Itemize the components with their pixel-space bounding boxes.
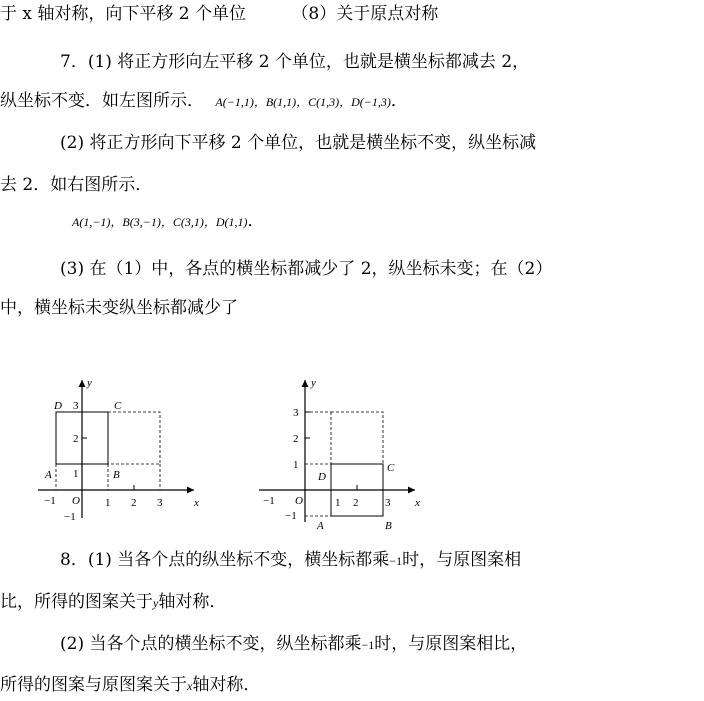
line-1-text: 于 x 轴对称，向下平移 2 个单位 (0, 4, 247, 24)
origin-label: O (295, 495, 303, 507)
problem-7-part-2: (2) 将正方形向下平移 2 个单位，也就是横坐标不变，纵坐标减 (60, 133, 537, 153)
axis-x-label: x (194, 497, 199, 509)
tick-y-neg1: −1 (285, 510, 297, 522)
line-11-text-b: 时，与原图案相比， (374, 634, 528, 654)
point-b-label: B (385, 520, 392, 532)
problem-7-part-1: 7．(1) 将正方形向左平移 2 个单位，也就是横坐标都减去 2， (60, 52, 530, 72)
tick-x-3: 3 (157, 497, 163, 509)
original-square (331, 412, 383, 464)
text-line-12 (0, 674, 260, 697)
tick-x-2: 2 (353, 497, 359, 509)
point-d-label: D (318, 471, 326, 483)
tick-x-2: 2 (131, 497, 137, 509)
tick-y-1: 1 (293, 459, 299, 471)
line-12-text-b: 轴对称． (192, 675, 261, 695)
line-10-var: y (153, 596, 159, 610)
line-3-text: 纵坐标不变．如左图所示． (0, 91, 204, 111)
point-d-label: D (54, 400, 62, 412)
line-11-num: −1 (361, 638, 375, 652)
axis-x-label: x (415, 497, 420, 509)
tick-y-3: 3 (73, 400, 79, 412)
line-12-var: x (187, 679, 193, 693)
graph-right (255, 372, 445, 532)
point-c-label: C (114, 400, 122, 412)
line-9-text-b: 时，与原图案相 (402, 550, 522, 570)
line-11-text-a: (2) 当各个点的横坐标不变，纵坐标都乘 (60, 634, 362, 654)
tick-x-3: 3 (385, 497, 391, 509)
problem-7-part-3: (3) 在（1）中，各点的横坐标都减少了 2，纵坐标未变；在（2） (60, 259, 553, 279)
tick-x-1: 1 (335, 497, 341, 509)
line-3-end: ． (390, 91, 408, 111)
axis-y-label: y (311, 377, 316, 389)
tick-y-1: 1 (73, 468, 79, 480)
tick-y-2: 2 (73, 433, 79, 445)
text-line-10 (0, 591, 226, 614)
line-12-text-a: 所得的图案与原图案关于 (0, 675, 187, 695)
line-1-item-8: （8）关于原点对称 (291, 4, 439, 24)
tick-x-neg1: −1 (44, 495, 56, 507)
line-9-num: −1 (389, 554, 403, 568)
line-10-text-b: 轴对称． (158, 592, 227, 612)
point-a-label: A (317, 520, 324, 532)
point-c-label: C (387, 462, 395, 474)
origin-label: O (72, 495, 80, 507)
text-line-1 (0, 3, 438, 25)
line-10-text-a: 比，所得的图案关于 (0, 592, 153, 612)
text-line-8: 中，横坐标未变纵坐标都减少了 (0, 298, 238, 318)
tick-y-3: 3 (293, 407, 299, 419)
point-b-label: B (113, 469, 120, 481)
text-line-3 (0, 90, 408, 113)
coords-left: A(−1,1)，B(1,1)，C(1,3)，D(−1,3) (215, 95, 391, 109)
tick-y-2: 2 (293, 433, 299, 445)
text-line-5: 去 2．如右图所示． (0, 175, 153, 195)
line-6-end: ． (247, 211, 265, 231)
original-square (108, 412, 160, 464)
problem-8-part-2 (60, 633, 527, 656)
line-9-text-a: 8．(1) 当各个点的纵坐标不变，横坐标都乘 (60, 550, 390, 570)
graph-left (30, 372, 220, 522)
axis-y-label: y (87, 377, 92, 389)
text-line-6 (72, 210, 265, 233)
problem-8-part-1 (60, 549, 521, 572)
tick-x-1: 1 (105, 497, 111, 509)
tick-x-neg1: −1 (263, 495, 275, 507)
coords-right: A(1,−1)，B(3,−1)，C(3,1)，D(1,1) (72, 215, 248, 229)
tick-y-neg1: −1 (64, 511, 76, 522)
point-a-label: A (45, 469, 52, 481)
